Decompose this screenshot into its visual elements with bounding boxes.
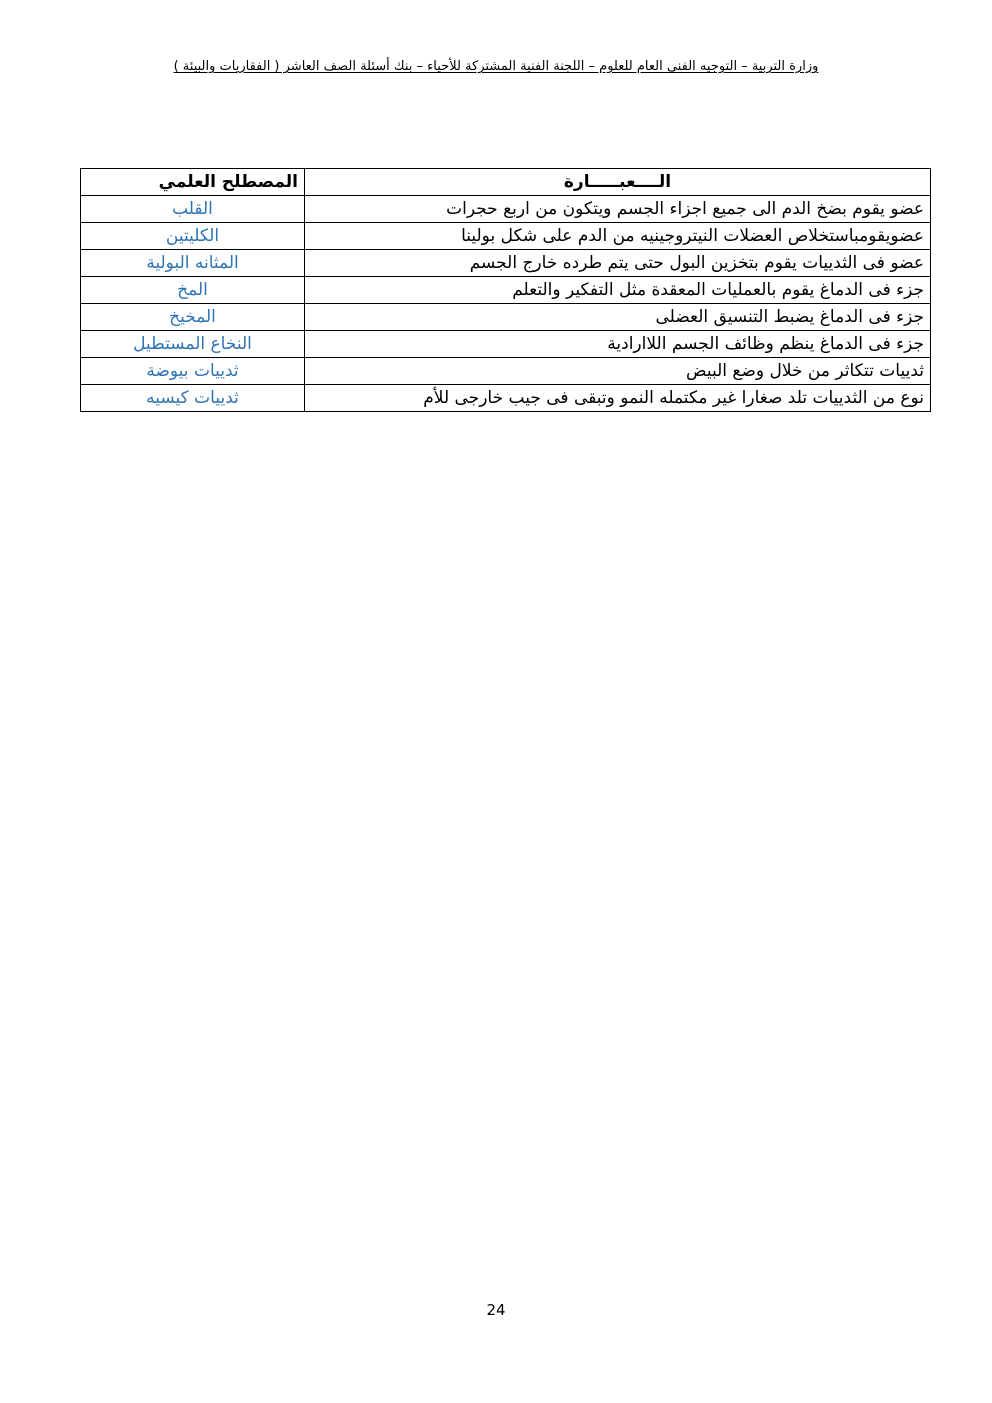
term-cell: المثانه البولية [81, 250, 305, 277]
term-cell: المخيخ [81, 304, 305, 331]
table-row [81, 250, 931, 277]
term-cell: ثدييات كيسيه [81, 385, 305, 412]
page-number: 24 [486, 1301, 506, 1319]
header-title: وزارة التربية – التوجيه الفنى العام للعلوم – اللجنة الفنية المشتركة للأحياء – بنك أسئلة الصف العاشر ( الفقاريات والبيئة ) [173, 59, 819, 74]
terms-table [80, 168, 931, 412]
term-cell: النخاع المستطيل [81, 331, 305, 358]
term-cell: المخ [81, 277, 305, 304]
statement-cell: جزء فى الدماغ ينظم وظائف الجسم اللاارادية [305, 331, 931, 358]
statement-cell: عضو يقوم بضخ الدم الى جميع اجزاء الجسم ويتكون من اربع حجرات [305, 196, 931, 223]
table-header-row [81, 169, 931, 196]
term-cell: القلب [81, 196, 305, 223]
table-row [81, 385, 931, 412]
table-row [81, 331, 931, 358]
term-cell: ثدييات بيوضة [81, 358, 305, 385]
page-header [0, 58, 992, 76]
statement-cell: جزء فى الدماغ يضبط التنسيق العضلى [305, 304, 931, 331]
table-row [81, 358, 931, 385]
table-row [81, 196, 931, 223]
statement-cell: عضويقومباستخلاص العضلات النيتروجينيه من الدم على شكل بولينا [305, 223, 931, 250]
table-row [81, 223, 931, 250]
term-cell: الكليتين [81, 223, 305, 250]
statement-column-header: الــــعبـــــارة [305, 169, 931, 196]
term-column-header: المصطلح العلمي [81, 169, 305, 196]
statement-cell: نوع من الثدييات تلد صغارا غير مكتمله النمو وتبقى فى جيب خارجى للأم [305, 385, 931, 412]
statement-cell: جزء فى الدماغ يقوم بالعمليات المعقدة مثل التفكير والتعلم [305, 277, 931, 304]
table-row [81, 277, 931, 304]
statement-cell: ثدييات تتكاثر من خلال وضع البيض [305, 358, 931, 385]
statement-cell: عضو فى الثدييات يقوم بتخزين البول حتى يتم طرده خارج الجسم [305, 250, 931, 277]
table-row [81, 304, 931, 331]
